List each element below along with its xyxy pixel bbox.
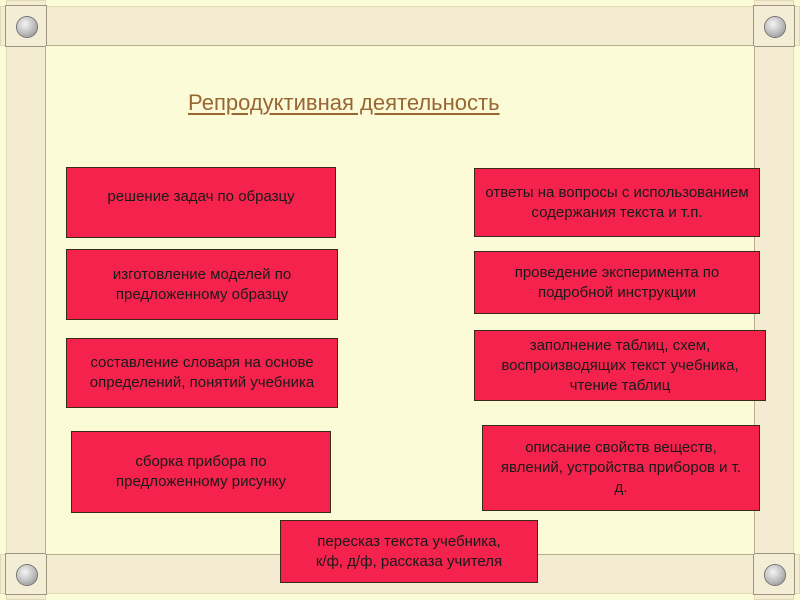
box-text: пересказ текста учебника, к/ф, д/ф, рассказа учителя (315, 532, 503, 570)
box-make-models (66, 249, 338, 320)
box-text: описание свойств веществ, явлений, устройства приборов и т. д. (500, 439, 742, 496)
corner-knob-icon (17, 565, 37, 585)
box-text: сборка прибора по предложенному рисунку (116, 453, 286, 490)
corner-knob-icon (765, 565, 785, 585)
box-fill-tables (474, 330, 766, 401)
box-text: решение задач по образцу (107, 187, 295, 205)
box-text: изготовление моделей по предложенному образцу (112, 265, 292, 303)
box-text: составление словаря на основе определений, понятий учебника (89, 354, 315, 391)
frame-top-bar (0, 6, 800, 46)
box-text: проведение эксперимента по подробной инструкции (514, 263, 720, 301)
box-describe-properties (482, 425, 760, 511)
corner-ornament-bottom-left (5, 553, 47, 595)
box-solve-by-sample (66, 167, 336, 238)
box-assemble-device (71, 431, 331, 513)
corner-ornament-top-right (753, 5, 795, 47)
box-retell-text (280, 520, 538, 583)
corner-knob-icon (765, 17, 785, 37)
corner-ornament-bottom-right (753, 553, 795, 595)
corner-ornament-top-left (5, 5, 47, 47)
box-experiment (474, 251, 760, 314)
frame-right-bar (754, 0, 794, 600)
corner-knob-icon (17, 17, 37, 37)
box-text: ответы на вопросы с использованием содержания текста и т.п. (485, 183, 749, 221)
slide-title: Репродуктивная деятельность (188, 90, 500, 115)
box-vocabulary (66, 338, 338, 408)
frame-left-bar (6, 0, 46, 600)
box-text: заполнение таблиц, схем, воспроизводящих текст учебника, чтение таблиц (501, 336, 739, 394)
box-answer-questions (474, 168, 760, 237)
